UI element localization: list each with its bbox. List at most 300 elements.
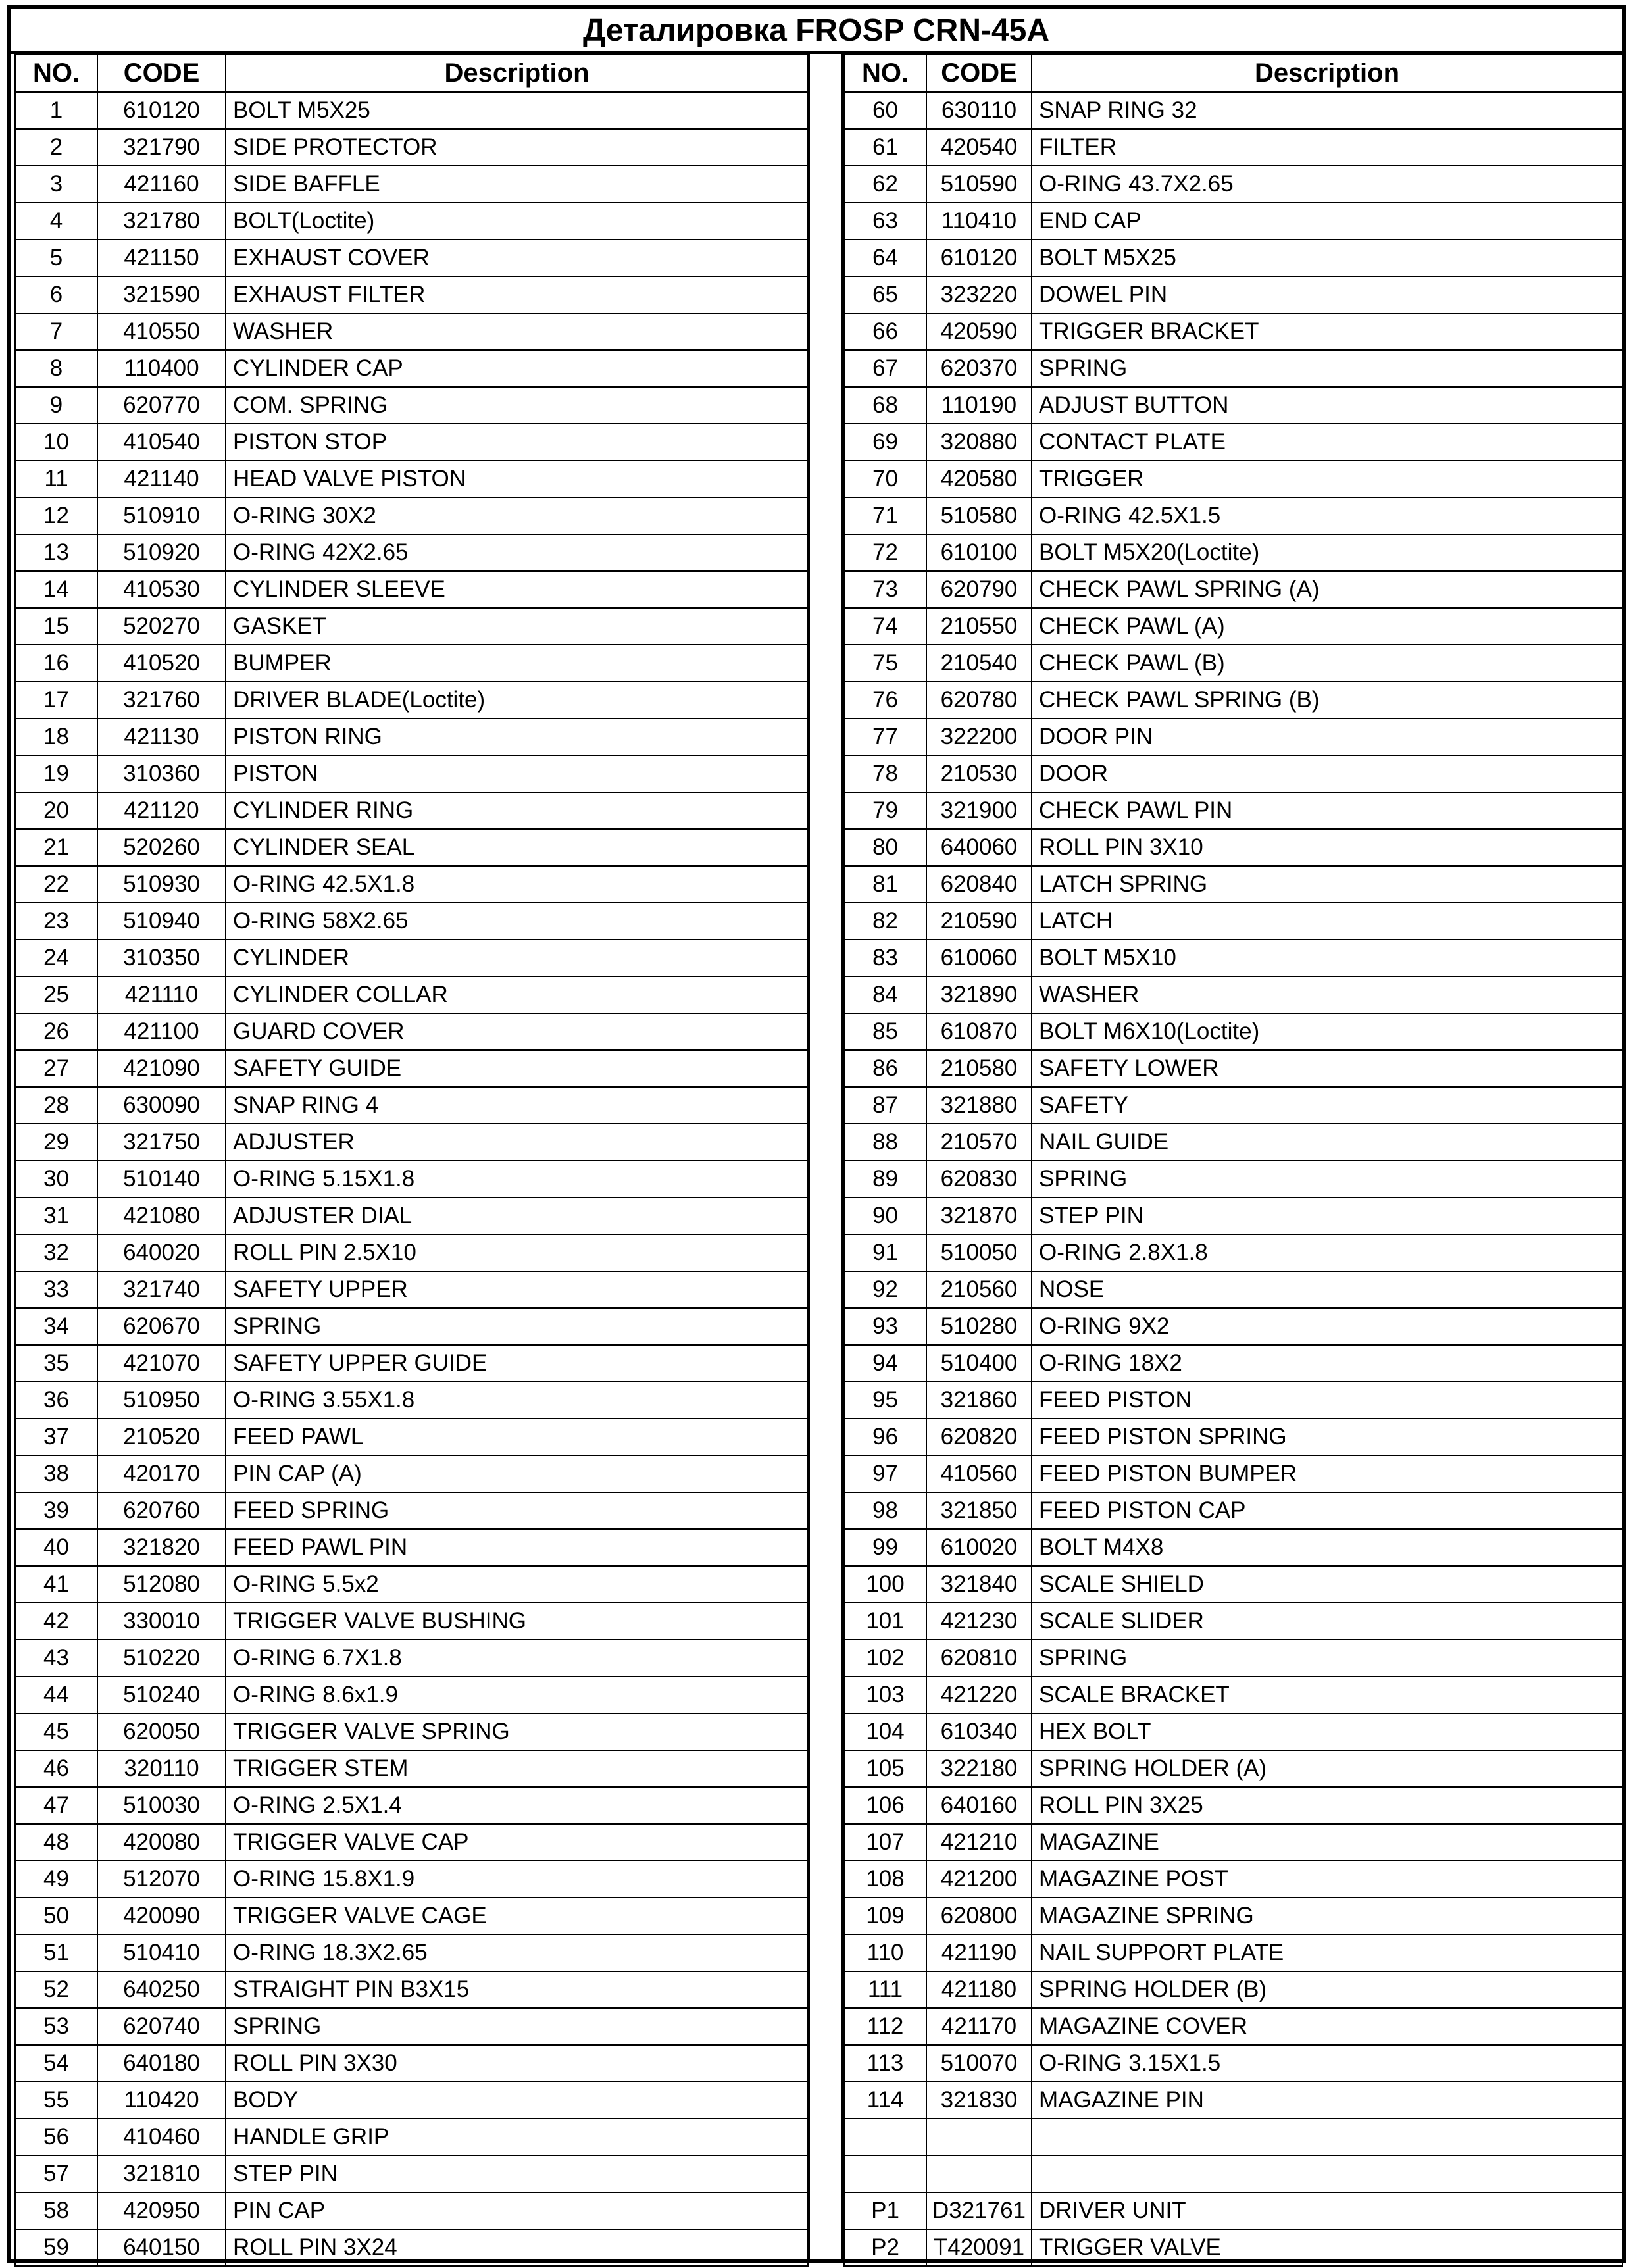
part-description: STRAIGHT PIN B3X15 (226, 1971, 808, 2008)
part-code: 620800 (926, 1898, 1032, 1934)
part-code: 421160 (97, 166, 226, 203)
part-code: 321900 (926, 792, 1032, 829)
part-number: 52 (15, 1971, 97, 2008)
table-row (844, 1934, 1622, 1971)
part-description: SNAP RING 4 (226, 1087, 808, 1124)
table-row (844, 792, 1622, 829)
part-description: DOOR PIN (1032, 718, 1622, 755)
table-row (15, 92, 808, 129)
table-row (844, 1676, 1622, 1713)
part-description: TRIGGER VALVE CAP (226, 1824, 808, 1861)
part-code: 410540 (97, 424, 226, 461)
table-row (15, 2192, 808, 2229)
part-number: 87 (844, 1087, 926, 1124)
part-description: WASHER (1032, 976, 1622, 1013)
part-description: DRIVER UNIT (1032, 2192, 1622, 2229)
part-description: O-RING 2.5X1.4 (226, 1787, 808, 1824)
part-number: 56 (15, 2119, 97, 2155)
table-row (15, 2008, 808, 2045)
table-row (844, 497, 1622, 534)
part-number: 4 (15, 203, 97, 239)
table-row (15, 1087, 808, 1124)
part-number: 57 (15, 2155, 97, 2192)
part-number: 2 (15, 129, 97, 166)
part-code: 640250 (97, 1971, 226, 2008)
part-code: 210530 (926, 755, 1032, 792)
part-code: 421080 (97, 1197, 226, 1234)
part-code: D321761 (926, 2192, 1032, 2229)
table-row (844, 1971, 1622, 2008)
table-row (844, 1750, 1622, 1787)
part-number: 30 (15, 1161, 97, 1197)
part-number: 83 (844, 940, 926, 976)
part-code: 321840 (926, 1566, 1032, 1603)
part-code: 620830 (926, 1161, 1032, 1197)
part-description: SIDE PROTECTOR (226, 129, 808, 166)
part-number: 63 (844, 203, 926, 239)
part-number: 108 (844, 1861, 926, 1898)
part-code: 421230 (926, 1603, 1032, 1640)
part-code: 620370 (926, 350, 1032, 387)
part-number: 28 (15, 1087, 97, 1124)
part-code: 420580 (926, 461, 1032, 497)
part-number: 5 (15, 239, 97, 276)
part-description: ADJUSTER DIAL (226, 1197, 808, 1234)
part-number: 113 (844, 2045, 926, 2082)
part-code: 520270 (97, 608, 226, 645)
table-row (15, 1824, 808, 1861)
part-description: SPRING (1032, 1161, 1622, 1197)
part-description: NOSE (1032, 1271, 1622, 1308)
part-description: DOOR (1032, 755, 1622, 792)
part-code: 610870 (926, 1013, 1032, 1050)
part-description: COM. SPRING (226, 387, 808, 424)
part-number: 7 (15, 313, 97, 350)
table-row (844, 350, 1622, 387)
part-number: 97 (844, 1455, 926, 1492)
table-row (844, 1824, 1622, 1861)
part-code: 421170 (926, 2008, 1032, 2045)
header-description: Description (1032, 55, 1622, 92)
part-number: 102 (844, 1640, 926, 1676)
part-description: SNAP RING 32 (1032, 92, 1622, 129)
part-code: 210580 (926, 1050, 1032, 1087)
part-description: TRIGGER VALVE SPRING (226, 1713, 808, 1750)
part-number (844, 2155, 926, 2192)
part-code: 410530 (97, 571, 226, 608)
part-description: TRIGGER BRACKET (1032, 313, 1622, 350)
table-row (844, 534, 1622, 571)
part-number: 39 (15, 1492, 97, 1529)
part-code: 410460 (97, 2119, 226, 2155)
part-code: 322180 (926, 1750, 1032, 1787)
part-code: 512070 (97, 1861, 226, 1898)
header-code: CODE (926, 55, 1032, 92)
part-number: 106 (844, 1787, 926, 1824)
table-row (15, 829, 808, 866)
part-code: 420080 (97, 1824, 226, 1861)
part-description: CYLINDER SLEEVE (226, 571, 808, 608)
part-description: CYLINDER RING (226, 792, 808, 829)
part-description: EXHAUST FILTER (226, 276, 808, 313)
table-row (844, 866, 1622, 903)
part-description: BOLT M5X25 (226, 92, 808, 129)
part-description: FEED PISTON (1032, 1382, 1622, 1419)
part-description: BOLT(Loctite) (226, 203, 808, 239)
part-code: 610020 (926, 1529, 1032, 1566)
table-row (844, 682, 1622, 718)
table-row (844, 755, 1622, 792)
parts-table-left-body (15, 92, 808, 2266)
parts-table-right-body (844, 92, 1622, 2266)
part-code: 210540 (926, 645, 1032, 682)
part-code: 510030 (97, 1787, 226, 1824)
part-number: 14 (15, 571, 97, 608)
part-description: GUARD COVER (226, 1013, 808, 1050)
part-number: 45 (15, 1713, 97, 1750)
part-number: 40 (15, 1529, 97, 1566)
part-description: SPRING (226, 1308, 808, 1345)
table-row (15, 1455, 808, 1492)
table-row (844, 92, 1622, 129)
part-description: NAIL SUPPORT PLATE (1032, 1934, 1622, 1971)
part-description: O-RING 9X2 (1032, 1308, 1622, 1345)
part-number: 26 (15, 1013, 97, 1050)
part-code: 510580 (926, 497, 1032, 534)
part-description: TRIGGER VALVE BUSHING (226, 1603, 808, 1640)
table-row (15, 682, 808, 718)
parts-sheet (7, 5, 1626, 2263)
part-description: ROLL PIN 3X10 (1032, 829, 1622, 866)
table-row (15, 2155, 808, 2192)
table-row (15, 1640, 808, 1676)
part-number: 32 (15, 1234, 97, 1271)
part-code: 610120 (97, 92, 226, 129)
part-description: ADJUSTER (226, 1124, 808, 1161)
part-description: SPRING (1032, 1640, 1622, 1676)
part-number: 53 (15, 2008, 97, 2045)
part-code: 421110 (97, 976, 226, 1013)
table-row (844, 2155, 1622, 2192)
table-row (15, 1197, 808, 1234)
part-number: 71 (844, 497, 926, 534)
part-number: 11 (15, 461, 97, 497)
part-description: SAFETY LOWER (1032, 1050, 1622, 1087)
table-row (15, 1750, 808, 1787)
table-row (844, 203, 1622, 239)
part-code (926, 2119, 1032, 2155)
part-description: CHECK PAWL (A) (1032, 608, 1622, 645)
part-number: 70 (844, 461, 926, 497)
part-code: 610060 (926, 940, 1032, 976)
table-row (15, 2119, 808, 2155)
part-number: 36 (15, 1382, 97, 1419)
part-number: 66 (844, 313, 926, 350)
part-description: ROLL PIN 2.5X10 (226, 1234, 808, 1271)
part-description: BOLT M5X10 (1032, 940, 1622, 976)
table-row (844, 1013, 1622, 1050)
part-code: 421070 (97, 1345, 226, 1382)
part-code: 510050 (926, 1234, 1032, 1271)
table-row (15, 313, 808, 350)
table-row (844, 903, 1622, 940)
part-code: 640150 (97, 2229, 226, 2266)
part-description: MAGAZINE SPRING (1032, 1898, 1622, 1934)
table-row (15, 940, 808, 976)
part-number: 34 (15, 1308, 97, 1345)
part-code: 630090 (97, 1087, 226, 1124)
part-description: TRIGGER (1032, 461, 1622, 497)
part-number: 16 (15, 645, 97, 682)
part-code: 510240 (97, 1676, 226, 1713)
part-number: 95 (844, 1382, 926, 1419)
table-row (15, 608, 808, 645)
part-code: 421130 (97, 718, 226, 755)
part-number: 50 (15, 1898, 97, 1934)
part-code: 320110 (97, 1750, 226, 1787)
part-description: ROLL PIN 3X25 (1032, 1787, 1622, 1824)
part-code: 410560 (926, 1455, 1032, 1492)
part-description: FEED PAWL PIN (226, 1529, 808, 1566)
table-row (15, 1971, 808, 2008)
part-code: 421180 (926, 1971, 1032, 2008)
part-number: 9 (15, 387, 97, 424)
part-number: 69 (844, 424, 926, 461)
header-no: NO. (15, 55, 97, 92)
part-code: 210560 (926, 1271, 1032, 1308)
part-number: 111 (844, 1971, 926, 2008)
part-description: CYLINDER SEAL (226, 829, 808, 866)
table-row (15, 1861, 808, 1898)
table-row (844, 2119, 1622, 2155)
part-code: 630110 (926, 92, 1032, 129)
part-code: 321890 (926, 976, 1032, 1013)
table-row (15, 1271, 808, 1308)
table-row (15, 645, 808, 682)
part-code: 620820 (926, 1419, 1032, 1455)
part-code: 110410 (926, 203, 1032, 239)
part-number: 49 (15, 1861, 97, 1898)
table-row (844, 1455, 1622, 1492)
table-row (844, 1197, 1622, 1234)
header-description: Description (226, 55, 808, 92)
part-description: TRIGGER STEM (226, 1750, 808, 1787)
part-number: 75 (844, 645, 926, 682)
part-code: 510280 (926, 1308, 1032, 1345)
part-number: 60 (844, 92, 926, 129)
table-row (15, 792, 808, 829)
part-code: 421120 (97, 792, 226, 829)
part-description: FEED PISTON CAP (1032, 1492, 1622, 1529)
table-row (15, 387, 808, 424)
part-code: 321830 (926, 2082, 1032, 2119)
part-description: END CAP (1032, 203, 1622, 239)
part-number: 103 (844, 1676, 926, 1713)
part-description: O-RING 8.6x1.9 (226, 1676, 808, 1713)
part-code: 421090 (97, 1050, 226, 1087)
part-code: 323220 (926, 276, 1032, 313)
part-description: FEED PISTON SPRING (1032, 1419, 1622, 1455)
part-description: CYLINDER (226, 940, 808, 976)
part-number: 1 (15, 92, 97, 129)
part-number: 107 (844, 1824, 926, 1861)
part-description: SPRING HOLDER (A) (1032, 1750, 1622, 1787)
table-row (15, 497, 808, 534)
table-row (15, 166, 808, 203)
table-row (844, 1529, 1622, 1566)
part-description: DOWEL PIN (1032, 276, 1622, 313)
part-code: 321810 (97, 2155, 226, 2192)
table-row (15, 1492, 808, 1529)
part-number: P1 (844, 2192, 926, 2229)
part-description: PIN CAP (226, 2192, 808, 2229)
part-code: 620740 (97, 2008, 226, 2045)
table-row (844, 829, 1622, 866)
table-row (844, 1898, 1622, 1934)
part-description: PISTON STOP (226, 424, 808, 461)
part-description: CONTACT PLATE (1032, 424, 1622, 461)
table-row (844, 940, 1622, 976)
part-description: O-RING 15.8X1.9 (226, 1861, 808, 1898)
table-row (15, 1898, 808, 1934)
part-number: 22 (15, 866, 97, 903)
part-code: 510410 (97, 1934, 226, 1971)
part-description (1032, 2155, 1622, 2192)
part-code: 321590 (97, 276, 226, 313)
part-code: 420170 (97, 1455, 226, 1492)
table-row (15, 1050, 808, 1087)
part-code: 321860 (926, 1382, 1032, 1419)
part-number: 68 (844, 387, 926, 424)
part-code: 421140 (97, 461, 226, 497)
table-row (844, 1382, 1622, 1419)
part-code: 420540 (926, 129, 1032, 166)
part-number: 74 (844, 608, 926, 645)
part-code: 620790 (926, 571, 1032, 608)
table-row (15, 1419, 808, 1455)
table-row (15, 276, 808, 313)
part-code: 320880 (926, 424, 1032, 461)
part-description: FEED SPRING (226, 1492, 808, 1529)
page-title: Деталировка FROSP CRN-45A (11, 9, 1622, 54)
part-number (844, 2119, 926, 2155)
part-code: 210520 (97, 1419, 226, 1455)
part-code: 620670 (97, 1308, 226, 1345)
table-row (15, 1566, 808, 1603)
part-code: 310360 (97, 755, 226, 792)
part-number: 114 (844, 2082, 926, 2119)
part-number: 37 (15, 1419, 97, 1455)
part-number: 41 (15, 1566, 97, 1603)
part-code: 210590 (926, 903, 1032, 940)
part-description: MAGAZINE PIN (1032, 2082, 1622, 2119)
table-row (844, 2045, 1622, 2082)
part-number: 35 (15, 1345, 97, 1382)
table-row (844, 2192, 1622, 2229)
part-number: 82 (844, 903, 926, 940)
part-number: 85 (844, 1013, 926, 1050)
part-description: O-RING 3.55X1.8 (226, 1382, 808, 1419)
table-row (15, 976, 808, 1013)
part-number: 13 (15, 534, 97, 571)
part-code: 520260 (97, 829, 226, 866)
part-code: 620770 (97, 387, 226, 424)
part-code: 510940 (97, 903, 226, 940)
part-description: LATCH SPRING (1032, 866, 1622, 903)
part-number: 24 (15, 940, 97, 976)
part-description: PIN CAP (A) (226, 1455, 808, 1492)
part-description: SAFETY UPPER GUIDE (226, 1345, 808, 1382)
part-number: 100 (844, 1566, 926, 1603)
table-row (15, 866, 808, 903)
part-description: O-RING 42X2.65 (226, 534, 808, 571)
part-code: 512080 (97, 1566, 226, 1603)
part-number: 61 (844, 129, 926, 166)
table-row (15, 1161, 808, 1197)
part-number: 104 (844, 1713, 926, 1750)
table-row (844, 608, 1622, 645)
part-number: 72 (844, 534, 926, 571)
part-description: BODY (226, 2082, 808, 2119)
table-row (15, 718, 808, 755)
part-number: 27 (15, 1050, 97, 1087)
table-row (15, 1345, 808, 1382)
part-number: 78 (844, 755, 926, 792)
part-number: 47 (15, 1787, 97, 1824)
table-row (844, 571, 1622, 608)
table-row (844, 313, 1622, 350)
part-number: 86 (844, 1050, 926, 1087)
part-description: EXHAUST COVER (226, 239, 808, 276)
part-number: 91 (844, 1234, 926, 1271)
part-description: SAFETY (1032, 1087, 1622, 1124)
table-row (844, 166, 1622, 203)
part-number: 25 (15, 976, 97, 1013)
column-separator (807, 54, 843, 2259)
part-code: 321790 (97, 129, 226, 166)
part-description: CHECK PAWL (B) (1032, 645, 1622, 682)
part-number: 112 (844, 2008, 926, 2045)
part-description: SPRING (226, 2008, 808, 2045)
part-number: 88 (844, 1124, 926, 1161)
part-number: 76 (844, 682, 926, 718)
part-number: 96 (844, 1419, 926, 1455)
part-number: 73 (844, 571, 926, 608)
part-description: O-RING 42.5X1.5 (1032, 497, 1622, 534)
part-code: 321750 (97, 1124, 226, 1161)
part-code (926, 2155, 1032, 2192)
part-description: SPRING HOLDER (B) (1032, 1971, 1622, 2008)
part-description: TRIGGER VALVE CAGE (226, 1898, 808, 1934)
part-description: NAIL GUIDE (1032, 1124, 1622, 1161)
part-description: FEED PAWL (226, 1419, 808, 1455)
part-description: SPRING (1032, 350, 1622, 387)
part-code: 610100 (926, 534, 1032, 571)
part-number: 67 (844, 350, 926, 387)
part-description: PISTON RING (226, 718, 808, 755)
part-number: 54 (15, 2045, 97, 2082)
part-code: 321760 (97, 682, 226, 718)
table-row (15, 1013, 808, 1050)
part-description: LATCH (1032, 903, 1622, 940)
part-number: 65 (844, 276, 926, 313)
table-row (844, 1492, 1622, 1529)
part-code: 510950 (97, 1382, 226, 1419)
table-row (844, 1603, 1622, 1640)
part-code: 510920 (97, 534, 226, 571)
table-row (844, 2229, 1622, 2266)
part-description: SIDE BAFFLE (226, 166, 808, 203)
